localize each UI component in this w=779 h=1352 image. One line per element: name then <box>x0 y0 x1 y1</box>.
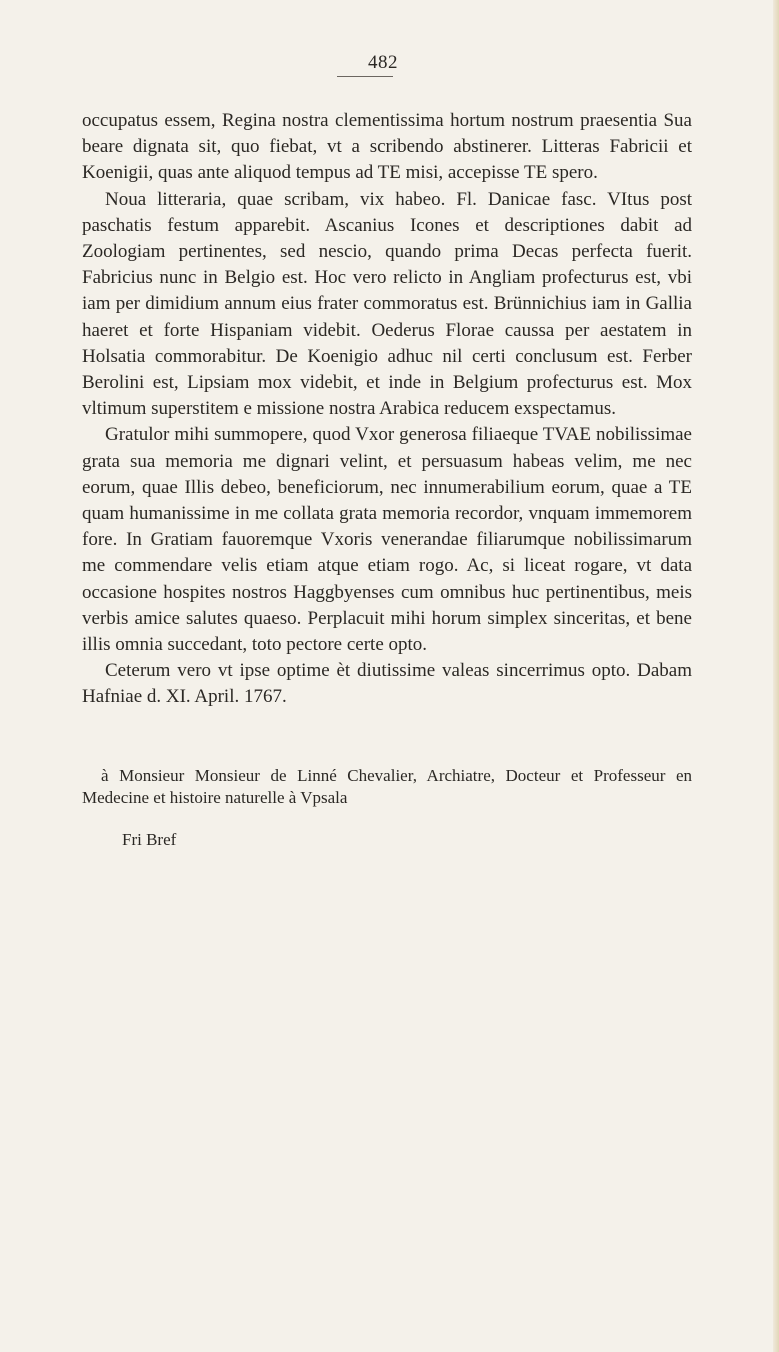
page-number: 482 <box>368 52 398 73</box>
letter-paragraph-1: occupatus essem, Regina nostra clementissima hortum nostrum praesentia Sua beare dignata sit, quo fiebat, vt a scribendo abstinerer. Litteras Fabricii et Koenigii, quas ante aliquod tempus ad TE misi, accepisse TE spero. <box>82 110 692 184</box>
letter-address <box>82 765 692 808</box>
letter-body <box>82 108 692 711</box>
address-text: à Monsieur Monsieur de Linné Chevalier, Archiatre, Docteur et Professeur en Medecine et histoire naturelle à Vpsala <box>82 766 692 807</box>
page-edge <box>773 0 779 1352</box>
page-number-rule <box>337 76 393 77</box>
letter-signoff: Fri Bref <box>122 830 177 849</box>
letter-paragraph-4: Ceterum vero vt ipse optime èt diutissime valeas sincerrimus opto. Dabam Hafniae d. XI. April. 1767. <box>82 660 692 708</box>
letter-paragraph-3: Gratulor mihi summopere, quod Vxor generosa filiaeque TVAE nobilissimae grata sua memoria me dignari velint, et persuasum habeas velim, me nec eorum, quae Illis debeo, beneficiorum, nec innumerabilium eorum, quae a TE quam humanissime in me collata grata memoria recordor, vnquam immemorem fore. In Gratiam fauoremque Vxoris venerandae filiarumque nobilissimarum me commendare velis etiam atque etiam rogo. Ac, si liceat rogare, vt data occasione hospites nostros Haggbyenses cum omnibus huc pertinentibus, meis verbis amice salutes quaeso. Perplacuit mihi horum simplex sinceritas, et bene illis omnia succedant, toto pectore certe opto. <box>82 424 692 656</box>
letter-paragraph-2: Noua litteraria, quae scribam, vix habeo. Fl. Danicae fasc. VItus post paschatis festum apparebit. Ascanius Icones et descriptiones dabit ad Zoologiam pertinentes, sed nescio, quando prima Decas perfecta fuerit. Fabricius nunc in Belgio est. Hoc vero relicto in Angliam profecturus est, vbi iam per dimidium annum eius frater commoratus est. Brünnichius iam in Gallia haeret et forte Hispaniam videbit. Oederus Florae caussa per aestatem in Holsatia commorabitur. De Koenigio adhuc nil certi conclusum est. Ferber Berolini est, Lipsiam mox videbit, et inde in Belgium profecturus est. Mox vltimum superstitem e missione nostra Arabica reducem exspectamus. <box>82 188 692 420</box>
